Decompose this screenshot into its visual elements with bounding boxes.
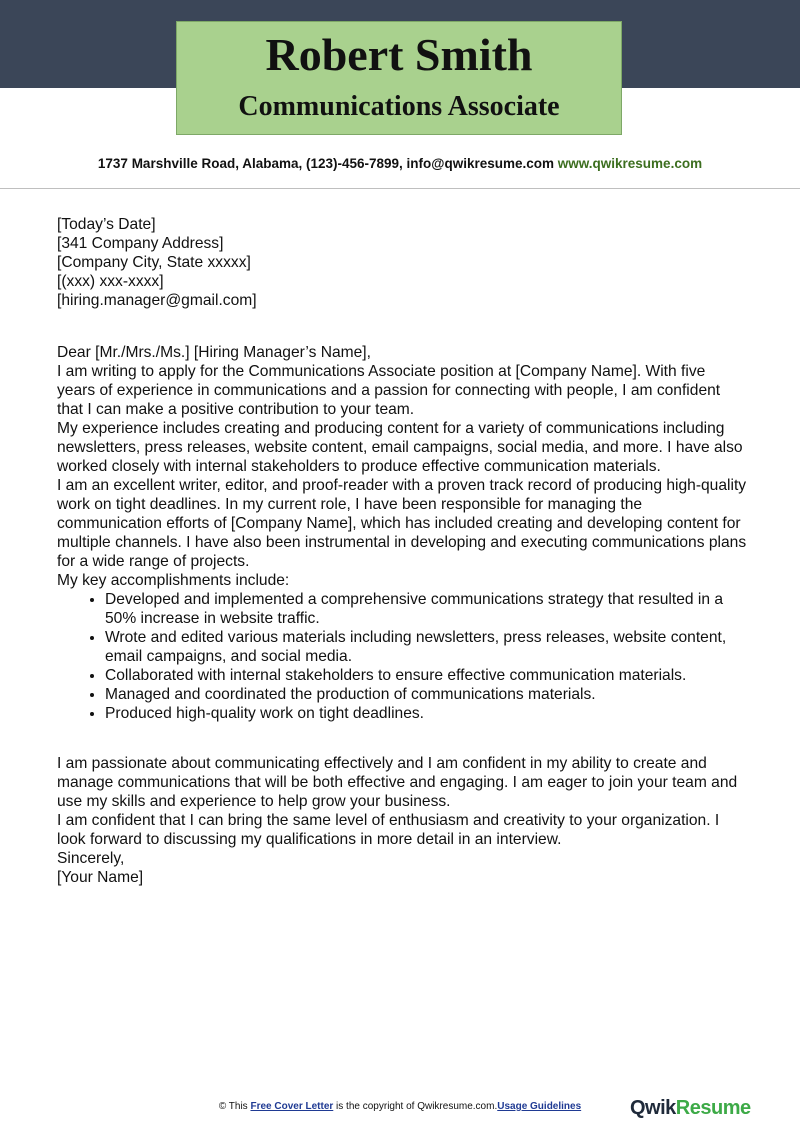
recipient-address (57, 234, 747, 310)
body-paragraph: I am an excellent writer, editor, and proof-reader with a proven track record of producing high-quality work on tight deadlines. In my current role, I have been responsible for managing the communication efforts of [Company Name], which has included creating and developing content for multiple channels. I have also been instrumental in developing and executing communications plans for a wide range of projects. (57, 477, 747, 570)
address-line: [341 Company Address] (57, 235, 224, 252)
website-link[interactable]: www.qwikresume.com (557, 156, 703, 171)
contact-details: 1737 Marshville Road, Alabama, (123)-456-7899, info@qwikresume.com (97, 156, 555, 171)
address-line: [Company City, State xxxxx] (57, 254, 251, 271)
list-item: • Collaborated with internal stakeholders to ensure effective communication materials. (105, 666, 747, 685)
name-banner (176, 21, 622, 135)
signature: [Your Name] (57, 869, 144, 886)
usage-guidelines-link[interactable]: Usage Guidelines (497, 1101, 582, 1112)
header-divider (0, 188, 800, 189)
free-cover-letter-link[interactable]: Free Cover Letter (250, 1101, 334, 1112)
footer-copyright: is the copyright of Qwikresume.com. (333, 1101, 498, 1112)
letter-date: [Today’s Date] (57, 216, 156, 233)
salutation: Dear [Mr./Mrs./Ms.] [Hiring Manager’s Name], (57, 344, 371, 361)
address-line: [hiring.manager@gmail.com] (57, 292, 257, 309)
accomplishments-list (57, 590, 747, 723)
letter-body (57, 215, 747, 887)
accomplishments-intro: My key accomplishments include: (57, 572, 290, 589)
closing-paragraph: I am passionate about communicating effectively and I am confident in my ability to create and manage communications that will be both effective and engaging. I am eager to join your team and use my skills and experience to help grow your business. (57, 755, 738, 810)
list-item: • Produced high-quality work on tight deadlines. (105, 704, 747, 723)
list-item: • Developed and implemented a comprehensive communications strategy that resulted in a 50% increase in website traffic. (105, 590, 747, 628)
body-paragraph: I am writing to apply for the Communications Associate position at [Company Name]. With five years of experience in communications and a passion for connecting with people, I am confident that I can make a positive contribution to your team. (57, 363, 721, 418)
contact-line (0, 156, 800, 171)
list-item: • Wrote and edited various materials including newsletters, press releases, website content, email campaigns, and social media. (105, 628, 747, 666)
closing-paragraph: I am confident that I can bring the same level of enthusiasm and creativity to your organization. I look forward to discussing my qualifications in more detail in an interview. (57, 812, 720, 848)
body-paragraph: My experience includes creating and producing content for a variety of communications including newsletters, press releases, website content, email campaigns, social media, and more. I have also worked closely with internal stakeholders to produce effective communication materials. (57, 420, 743, 475)
qwikresume-logo: QwikResume (630, 1097, 751, 1119)
candidate-name: Robert Smith (265, 29, 533, 80)
job-title: Communications Associate (238, 91, 560, 122)
signoff: Sincerely, (57, 850, 125, 867)
list-item: • Managed and coordinated the production of communications materials. (105, 685, 747, 704)
footer-prefix: © This (218, 1101, 251, 1112)
address-line: [(xxx) xxx-xxxx] (57, 273, 164, 290)
